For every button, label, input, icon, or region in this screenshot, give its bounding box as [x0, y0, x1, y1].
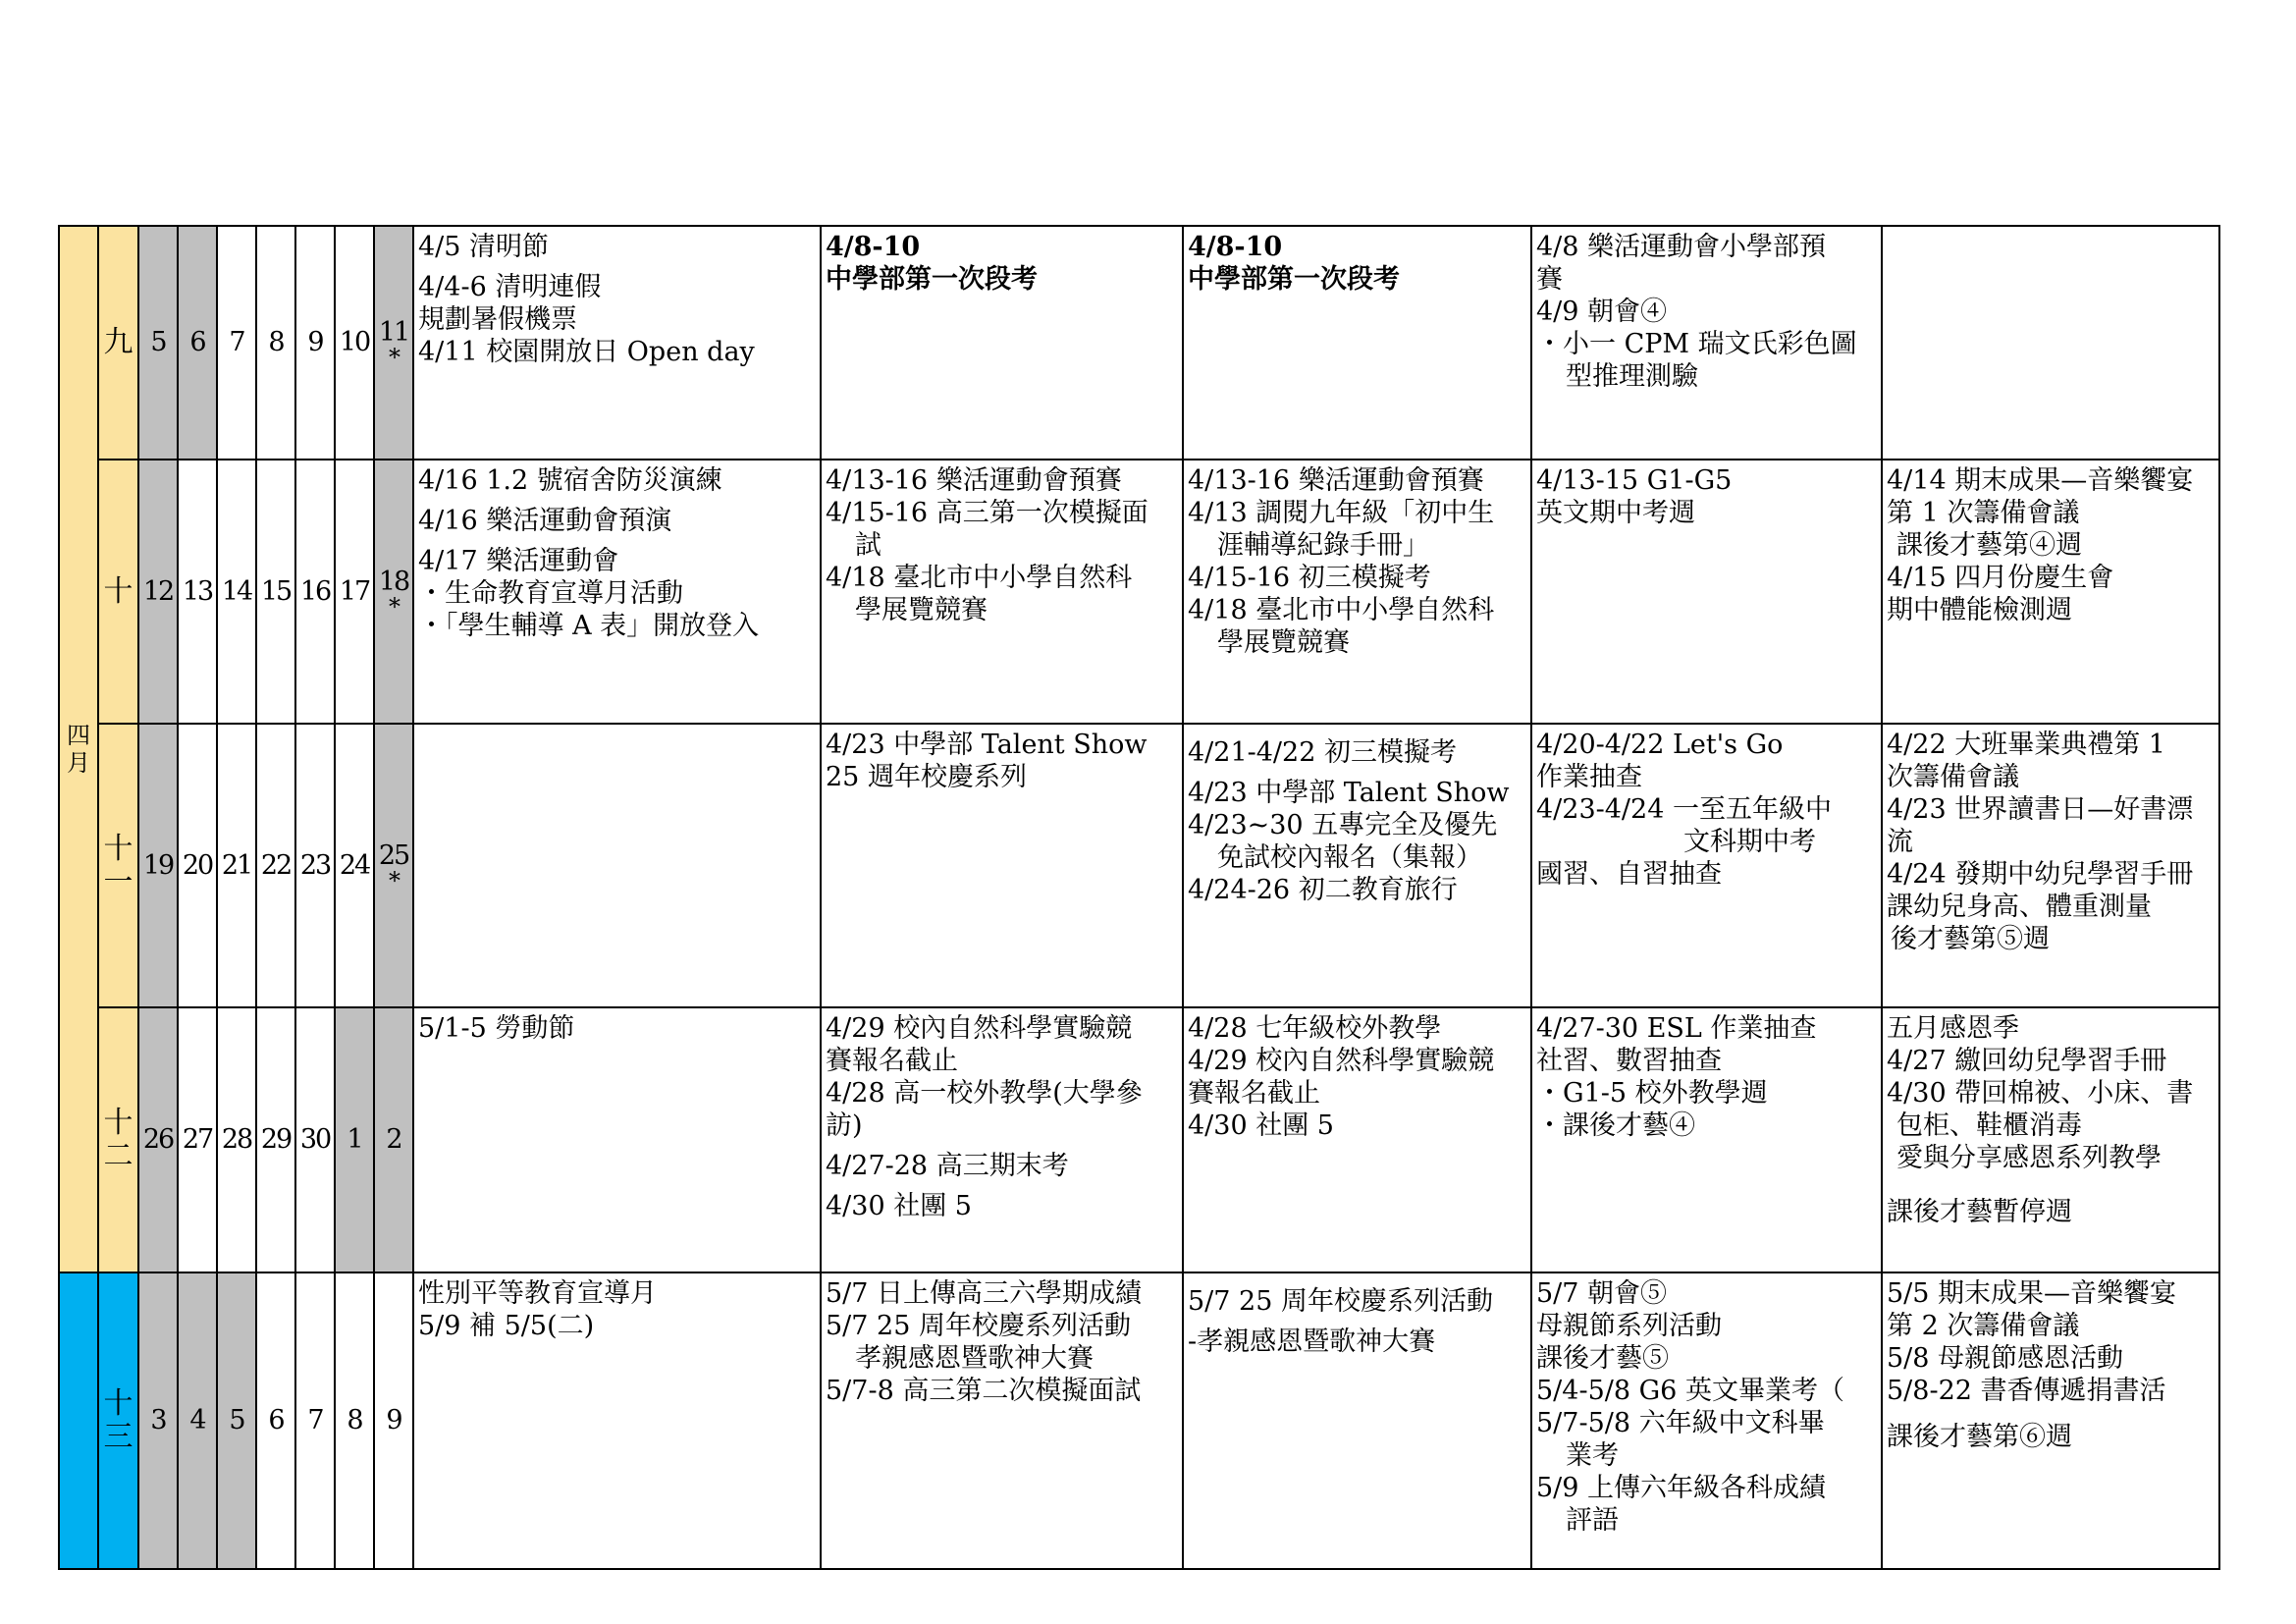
day-cell: 12 — [138, 460, 178, 724]
week-number: 十 一 — [98, 724, 138, 1007]
day-cell: 16 — [295, 460, 335, 724]
week-number: 十 — [98, 460, 138, 724]
day-cell: 6 — [256, 1272, 295, 1569]
day-cell: 7 — [295, 1272, 335, 1569]
events-high-school: 4/13-16 樂活運動會預賽 4/15-16 高三第一次模擬面 試 4/18 臺北市中小學自然科 學展覽競賽 — [821, 460, 1183, 724]
events-general — [413, 724, 821, 1007]
events-general: 5/1-5 勞動節 — [413, 1007, 821, 1272]
day-cell: 22 — [256, 724, 295, 1007]
day-cell: 3 — [138, 1272, 178, 1569]
day-cell: 1 — [335, 1007, 374, 1272]
day-cell: 5 — [217, 1272, 256, 1569]
day-cell: 15 — [256, 460, 295, 724]
week-number: 十 二 — [98, 1007, 138, 1272]
day-cell: 8 — [256, 226, 295, 460]
events-junior-high: 4/28 七年級校外教學 4/29 校內自然科學實驗競 賽報名截止 4/30 社團 5 — [1183, 1007, 1531, 1272]
week-row — [59, 1007, 2219, 1272]
week-row — [59, 724, 2219, 1007]
events-general: 4/5 清明節 4/4-6 清明連假 規劃暑假機票 4/11 校園開放日 Open day — [413, 226, 821, 460]
events-elementary: 4/27-30 ESL 作業抽查 社習、數習抽查 ・G1-5 校外教學週 ・課後才藝④ — [1531, 1007, 1882, 1272]
day-cell: 5 — [138, 226, 178, 460]
day-cell: 14 — [217, 460, 256, 724]
events-junior-high: 4/21-4/22 初三模擬考 4/23 中學部 Talent Show 4/23~30 五專完全及優先 免試校內報名（集報） 4/24-26 初二教育旅行 — [1183, 724, 1531, 1007]
events-kindergarten: 5/5 期末成果—音樂饗宴 第 2 次籌備會議 5/8 母親節感恩活動 5/8-22 書香傳遞捐書活 課後才藝第⑥週 — [1882, 1272, 2219, 1569]
day-cell: 29 — [256, 1007, 295, 1272]
day-cell: 8 — [335, 1272, 374, 1569]
day-cell: 28 — [217, 1007, 256, 1272]
day-cell: 17 — [335, 460, 374, 724]
events-junior-high: 5/7 25 周年校慶系列活動 -孝親感恩暨歌神大賽 — [1183, 1272, 1531, 1569]
day-cell: 27 — [178, 1007, 217, 1272]
week-number: 九 — [98, 226, 138, 460]
day-cell: 7 — [217, 226, 256, 460]
events-elementary: 4/20-4/22 Let's Go 作業抽查 4/23-4/24 一至五年級中 文科期中考 國習、自習抽查 — [1531, 724, 1882, 1007]
events-high-school: 4/29 校內自然科學實驗競 賽報名截止 4/28 高一校外教學(大學參 訪) 4/27-28 高三期末考 4/30 社團 5 — [821, 1007, 1183, 1272]
events-high-school: 4/23 中學部 Talent Show 25 週年校慶系列 — [821, 724, 1183, 1007]
school-calendar-table — [58, 225, 2220, 1570]
day-cell: 6 — [178, 226, 217, 460]
events-junior-high: 4/13-16 樂活運動會預賽 4/13 調閱九年級「初中生 涯輔導紀錄手冊」 4/15-16 初三模擬考 4/18 臺北市中小學自然科 學展覽競賽 — [1183, 460, 1531, 724]
week-row — [59, 226, 2219, 460]
events-kindergarten: 五月感恩季 4/27 繳回幼兒學習手冊 4/30 帶回棉被、小床、書 包柜、鞋櫃消毒 愛與分享感恩系列教學 課後才藝暫停週 — [1882, 1007, 2219, 1272]
day-cell: 26 — [138, 1007, 178, 1272]
week-number: 十 三 — [98, 1272, 138, 1569]
day-cell: 25 * — [374, 724, 413, 1007]
events-kindergarten — [1882, 226, 2219, 460]
day-cell: 19 — [138, 724, 178, 1007]
events-kindergarten: 4/22 大班畢業典禮第 1 次籌備會議 4/23 世界讀書日—好書漂 流 4/24 發期中幼兒學習手冊 課幼兒身高、體重測量 後才藝第⑤週 — [1882, 724, 2219, 1007]
day-cell: 23 — [295, 724, 335, 1007]
week-row — [59, 460, 2219, 724]
day-cell: 9 — [295, 226, 335, 460]
week-row — [59, 1272, 2219, 1569]
day-cell: 11 * — [374, 226, 413, 460]
events-general: 性別平等教育宣導月 5/9 補 5/5(二) — [413, 1272, 821, 1569]
day-cell: 13 — [178, 460, 217, 724]
day-cell: 30 — [295, 1007, 335, 1272]
day-cell: 2 — [374, 1007, 413, 1272]
day-cell: 18 * — [374, 460, 413, 724]
events-elementary: 4/13-15 G1-G5 英文期中考週 — [1531, 460, 1882, 724]
events-general: 4/16 1.2 號宿舍防災演練 4/16 樂活運動會預演 4/17 樂活運動會 ・生命教育宣導月活動 ・「學生輔導 A 表」開放登入 — [413, 460, 821, 724]
day-cell: 21 — [217, 724, 256, 1007]
month-label-may — [59, 1272, 98, 1569]
events-elementary: 5/7 朝會⑤ 母親節系列活動 課後才藝⑤ 5/4-5/8 G6 英文畢業考（ 5/7-5/8 六年級中文科畢 業考 5/9 上傳六年級各科成績 評語 — [1531, 1272, 1882, 1569]
events-elementary: 4/8 樂活運動會小學部預 賽 4/9 朝會④ ・小一 CPM 瑞文氏彩色圖 型推理測驗 — [1531, 226, 1882, 460]
day-cell: 4 — [178, 1272, 217, 1569]
events-high-school: 5/7 日上傳高三六學期成績 5/7 25 周年校慶系列活動 孝親感恩暨歌神大賽 5/7-8 高三第二次模擬面試 — [821, 1272, 1183, 1569]
day-cell: 10 — [335, 226, 374, 460]
month-label-april: 四 月 — [59, 226, 98, 1272]
day-cell: 20 — [178, 724, 217, 1007]
day-cell: 9 — [374, 1272, 413, 1569]
events-kindergarten: 4/14 期末成果—音樂饗宴 第 1 次籌備會議 課後才藝第④週 4/15 四月份慶生會 期中體能檢測週 — [1882, 460, 2219, 724]
events-junior-high: 4/8-10 中學部第一次段考 — [1183, 226, 1531, 460]
events-high-school: 4/8-10 中學部第一次段考 — [821, 226, 1183, 460]
day-cell: 24 — [335, 724, 374, 1007]
